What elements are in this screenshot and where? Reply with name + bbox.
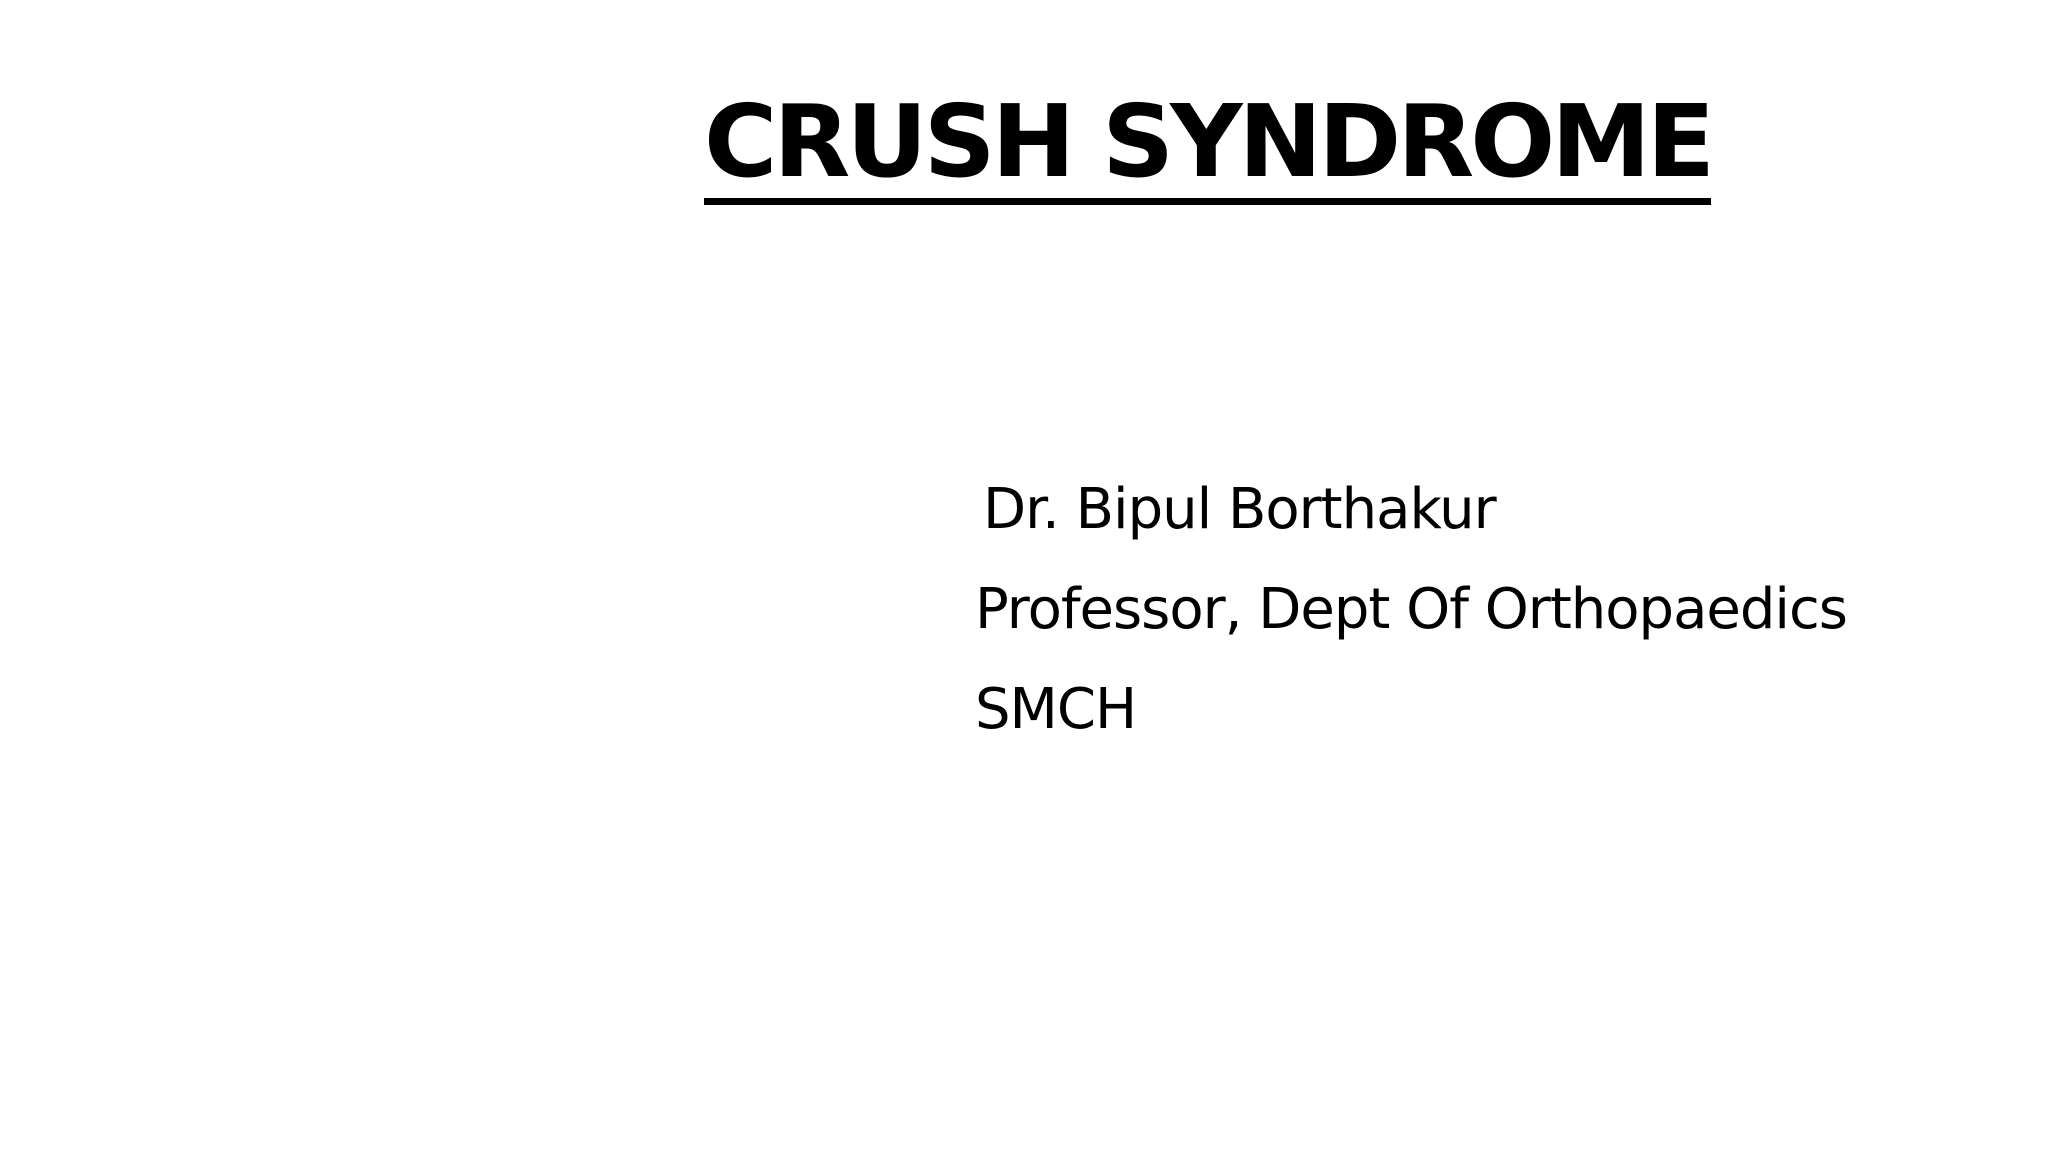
presenter-name: Dr. Bipul Borthakur	[983, 477, 1496, 542]
slide-title: CRUSH SYNDROME	[704, 92, 1711, 205]
presenter-institution: SMCH	[975, 677, 1137, 742]
presenter-role: Professor, Dept Of Orthopaedics	[975, 577, 1847, 642]
presenter-block	[975, 460, 1847, 760]
